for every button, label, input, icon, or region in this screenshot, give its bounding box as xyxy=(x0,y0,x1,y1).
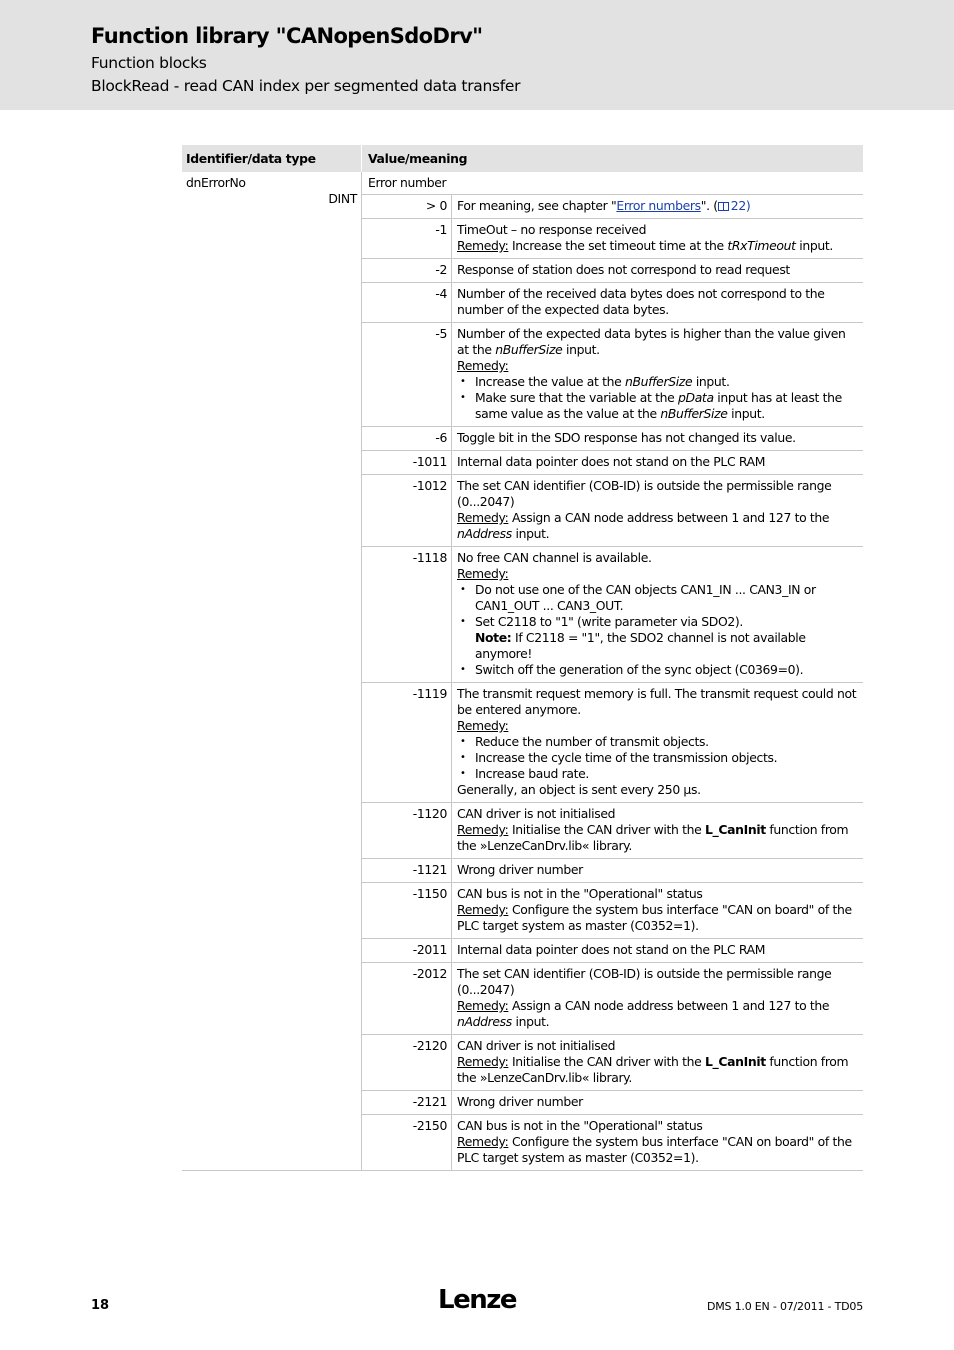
error-description: Internal data pointer does not stand on the PLC RAM xyxy=(457,454,766,469)
list-item: • Increase baud rate. xyxy=(457,766,859,782)
error-code: -1 xyxy=(362,219,452,258)
error-description: No free CAN channel is available. Remedy: • Do not use one of the CAN objects CAN1_IN ... CAN3_IN or CAN1_OUT ... CAN3_OUT. • Set C2118 to "1" (write parameter via SDO2). Note: If C2118 = "1", the SDO2 channel is not available anymore! • Switch off the generation of the sync object (C0369=0). xyxy=(452,547,863,682)
page-subtitle-topic: BlockRead - read CAN index per segmented data transfer xyxy=(91,77,521,95)
error-code: -1012 xyxy=(362,475,452,546)
table-row xyxy=(362,1035,863,1091)
error-code: -5 xyxy=(362,323,452,426)
error-numbers-link[interactable]: Error numbers xyxy=(616,198,701,213)
identifier-cell xyxy=(182,172,362,1171)
page-title: Function library "CANopenSdoDrv" xyxy=(91,24,483,48)
error-code: -1119 xyxy=(362,683,452,802)
error-code: -2011 xyxy=(362,939,452,962)
remedy-list xyxy=(457,734,859,782)
error-description: For meaning, see chapter "Error numbers". ( 22) xyxy=(457,198,751,213)
error-description: The set CAN identifier (COB-ID) is outside the permissible range (0...2047) Remedy: Assign a CAN node address between 1 and 127 to the nAddress input. xyxy=(457,478,832,541)
list-item: • Reduce the number of transmit objects. xyxy=(457,734,859,750)
error-description: Response of station does not correspond to read request xyxy=(457,262,790,277)
table-row xyxy=(362,859,863,883)
error-code: -1121 xyxy=(362,859,452,882)
error-code: -2012 xyxy=(362,963,452,1034)
error-code: -1118 xyxy=(362,547,452,682)
error-code: -2150 xyxy=(362,1115,452,1170)
error-description: Number of the expected data bytes is higher than the value given at the nBufferSize input. Remedy: • Increase the value at the nBufferSize input. • Make sure that the variable at the pData input has at least the same value as the value at the nBufferSize input. xyxy=(452,323,863,426)
error-code: -2 xyxy=(362,259,452,282)
table-row xyxy=(362,1091,863,1115)
error-code: -6 xyxy=(362,427,452,450)
list-item: • Make sure that the variable at the pData input has at least the same value as the value at the nBufferSize input. xyxy=(457,390,859,422)
error-description: Toggle bit in the SDO response has not changed its value. xyxy=(457,430,796,445)
error-code: > 0 xyxy=(362,195,452,218)
table-row xyxy=(362,451,863,475)
error-description: The transmit request memory is full. The transmit request could not be entered anymore. Remedy: • Reduce the number of transmit objects. • Increase the cycle time of the transmission objects. • Increase baud rate. Generally, an object is sent every 250 µs. xyxy=(452,683,863,802)
list-item: • Do not use one of the CAN objects CAN1_IN ... CAN3_IN or CAN1_OUT ... CAN3_OUT. xyxy=(457,582,859,614)
error-description: Number of the received data bytes does not correspond to the number of the expected data bytes. xyxy=(457,286,825,317)
error-code: -1120 xyxy=(362,803,452,858)
remedy-list xyxy=(457,374,859,422)
list-item: • Switch off the generation of the sync object (C0369=0). xyxy=(457,662,859,678)
table-row xyxy=(362,883,863,939)
table-header xyxy=(182,145,863,172)
table-row xyxy=(362,1115,863,1171)
error-description: TimeOut – no response received Remedy: Increase the set timeout time at the tRxTimeout input. xyxy=(457,222,833,253)
value-caption: Error number xyxy=(362,172,863,195)
error-description: Wrong driver number xyxy=(457,1094,583,1109)
error-code: -4 xyxy=(362,283,452,322)
table-row xyxy=(362,259,863,283)
error-description: CAN bus is not in the "Operational" status Remedy: Configure the system bus interface "CAN on board" of the PLC target system as master (C0352=1). xyxy=(457,886,852,933)
error-code: -1150 xyxy=(362,883,452,938)
error-description: CAN driver is not initialised Remedy: Initialise the CAN driver with the L_CanInit function from the »LenzeCanDrv.lib« library. xyxy=(457,806,849,853)
identifier-name: dnErrorNo xyxy=(186,175,246,190)
table-row xyxy=(362,323,863,427)
page-header xyxy=(0,0,954,110)
table-row xyxy=(362,963,863,1035)
table-row xyxy=(362,803,863,859)
error-description: CAN bus is not in the "Operational" status Remedy: Configure the system bus interface "CAN on board" of the PLC target system as master (C0352=1). xyxy=(457,1118,852,1165)
error-description: The set CAN identifier (COB-ID) is outside the permissible range (0...2047) Remedy: Assign a CAN node address between 1 and 127 to the nAddress input. xyxy=(457,966,832,1029)
error-description: Internal data pointer does not stand on the PLC RAM xyxy=(457,942,766,957)
list-item: • Increase the cycle time of the transmission objects. xyxy=(457,750,859,766)
page-number: 18 xyxy=(91,1298,110,1313)
table-body xyxy=(182,172,863,1171)
remedy-list xyxy=(457,582,859,678)
table-row xyxy=(362,939,863,963)
table-row xyxy=(362,195,863,219)
error-code: -2120 xyxy=(362,1035,452,1090)
page-subtitle-section: Function blocks xyxy=(91,54,207,72)
col-header-identifier: Identifier/data type xyxy=(182,145,362,172)
table-row xyxy=(362,219,863,259)
page-reference-link[interactable]: 22 xyxy=(718,198,746,213)
col-header-value: Value/meaning xyxy=(368,151,468,166)
error-code: -1011 xyxy=(362,451,452,474)
parameter-table xyxy=(182,145,863,1171)
document-reference: DMS 1.0 EN - 07/2011 - TD05 xyxy=(706,1300,863,1313)
value-column xyxy=(362,172,863,1171)
identifier-type: DINT xyxy=(328,191,357,206)
table-row xyxy=(362,283,863,323)
error-description: Wrong driver number xyxy=(457,862,583,877)
table-row xyxy=(362,427,863,451)
list-item: • Set C2118 to "1" (write parameter via SDO2). Note: If C2118 = "1", the SDO2 channel is not available anymore! xyxy=(457,614,859,662)
list-item: • Increase the value at the nBufferSize input. xyxy=(457,374,859,390)
table-row xyxy=(362,547,863,683)
lenze-logo: Lenze xyxy=(438,1285,516,1315)
book-icon xyxy=(718,202,729,211)
error-code: -2121 xyxy=(362,1091,452,1114)
table-row xyxy=(362,475,863,547)
error-description: CAN driver is not initialised Remedy: Initialise the CAN driver with the L_CanInit function from the »LenzeCanDrv.lib« library. xyxy=(457,1038,849,1085)
table-row xyxy=(362,683,863,803)
